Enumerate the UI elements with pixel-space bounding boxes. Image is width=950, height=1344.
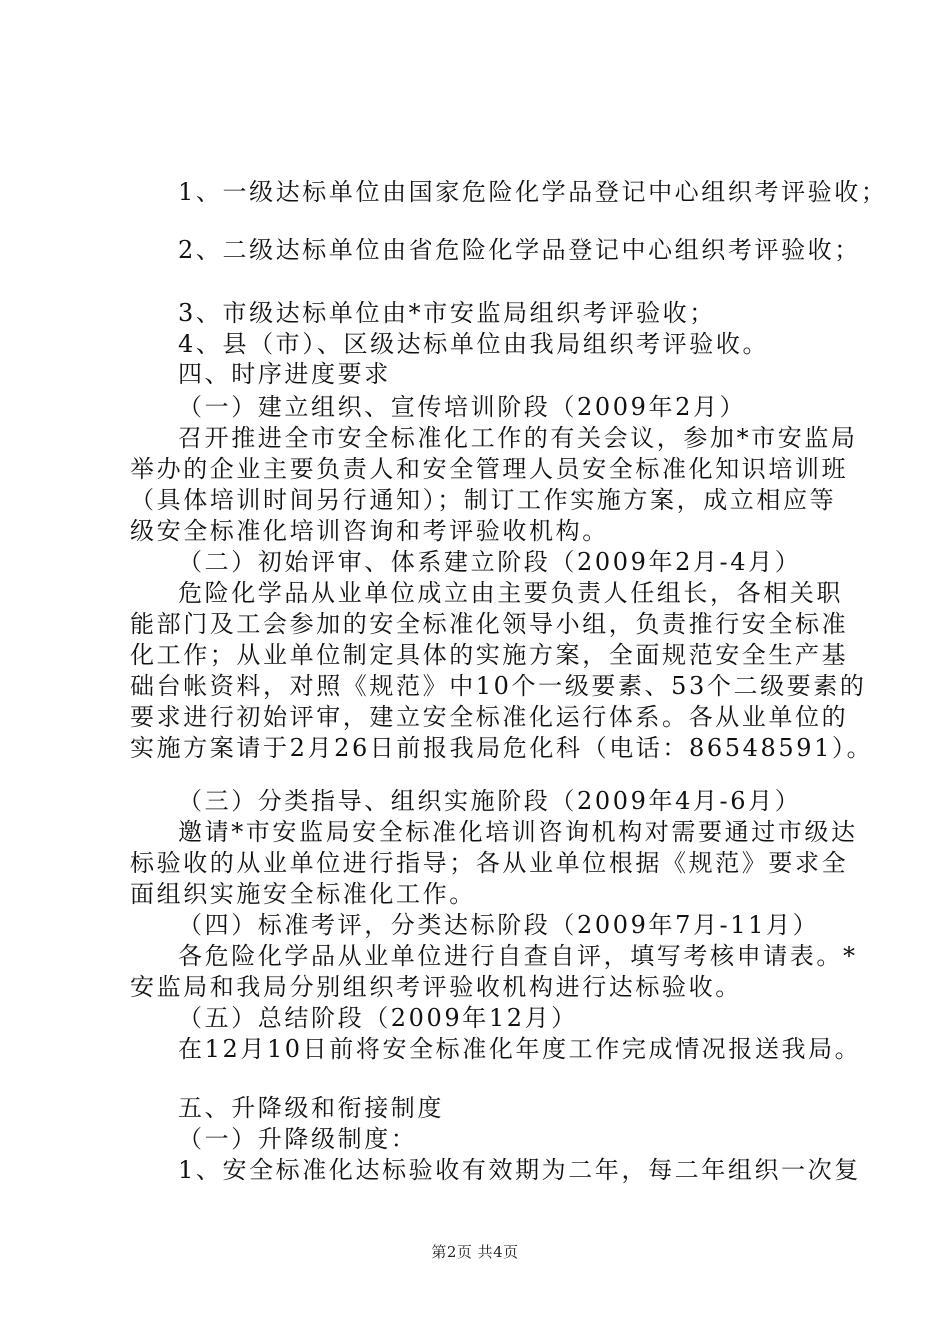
text-line: 1、一级达标单位由国家危险化学品登记中心组织考评验收； xyxy=(178,178,888,206)
text-line: 1、安全标准化达标验收有效期为二年，每二年组织一次复 xyxy=(178,1156,861,1184)
text-line: 实施方案请于2月26日前报我局危化科（电话：86548591）。 xyxy=(130,734,874,762)
text-line: 邀请*市安监局安全标准化培训咨询机构对需要通过市级达 xyxy=(178,818,858,846)
subsection-heading: （四）标准考评，分类达标阶段（2009年7月-11月） xyxy=(178,911,820,939)
text-line: 举办的企业主要负责人和安全管理人员安全标准化知识培训班 xyxy=(130,455,849,483)
text-line: 级安全标准化培训咨询和考评验收机构。 xyxy=(130,517,609,545)
subsection-heading: （二）初始评审、体系建立阶段（2009年2月-4月） xyxy=(178,548,802,576)
text-line: 危险化学品从业单位成立由主要负责人任组长，各相关职 xyxy=(178,579,843,607)
text-line: 3、市级达标单位由*市安监局组织考评验收； xyxy=(178,299,716,327)
text-line: 在12月10日前将安全标准化年度工作完成情况报送我局。 xyxy=(178,1035,862,1063)
subsection-heading: （五）总结阶段（2009年12月） xyxy=(178,1004,578,1032)
text-line: 标验收的从业单位进行指导；各从业单位根据《规范》要求全 xyxy=(130,849,849,877)
page-number-footer: 第2页 共4页 xyxy=(431,1243,519,1261)
text-line: 能部门及工会参加的安全标准化领导小组，负责推行安全标准 xyxy=(130,610,849,638)
text-line: 各危险化学品从业单位进行自查自评，填写考核申请表。* xyxy=(178,942,858,970)
section-heading: 四、时序进度要求 xyxy=(178,360,391,388)
subsection-heading: （一）建立组织、宣传培训阶段（2009年2月） xyxy=(178,393,747,421)
text-line: 4、县（市）、区级达标单位由我局组织考评验收。 xyxy=(178,330,770,358)
subsection-heading: （一）升降级制度： xyxy=(178,1125,418,1153)
text-line: 面组织实施安全标准化工作。 xyxy=(130,880,476,908)
subsection-heading: （三）分类指导、组织实施阶段（2009年4月-6月） xyxy=(178,787,802,815)
text-line: 础台帐资料，对照《规范》中10个一级要素、53个二级要素的 xyxy=(130,672,867,700)
text-line: 召开推进全市安全标准化工作的有关会议，参加*市安监局 xyxy=(178,424,858,452)
text-line: （具体培训时间另行通知）；制订工作实施方案，成立相应等 xyxy=(130,486,837,514)
text-line: 要求进行初始评审，建立安全标准化运行体系。各从业单位的 xyxy=(130,703,849,731)
section-heading: 五、升降级和衔接制度 xyxy=(178,1094,444,1122)
text-line: 2、二级达标单位由省危险化学品登记中心组织考评验收； xyxy=(178,236,861,264)
text-line: 化工作；从业单位制定具体的实施方案，全面规范安全生产基 xyxy=(130,641,849,669)
text-line: 安监局和我局分别组织考评验收机构进行达标验收。 xyxy=(130,973,742,1001)
